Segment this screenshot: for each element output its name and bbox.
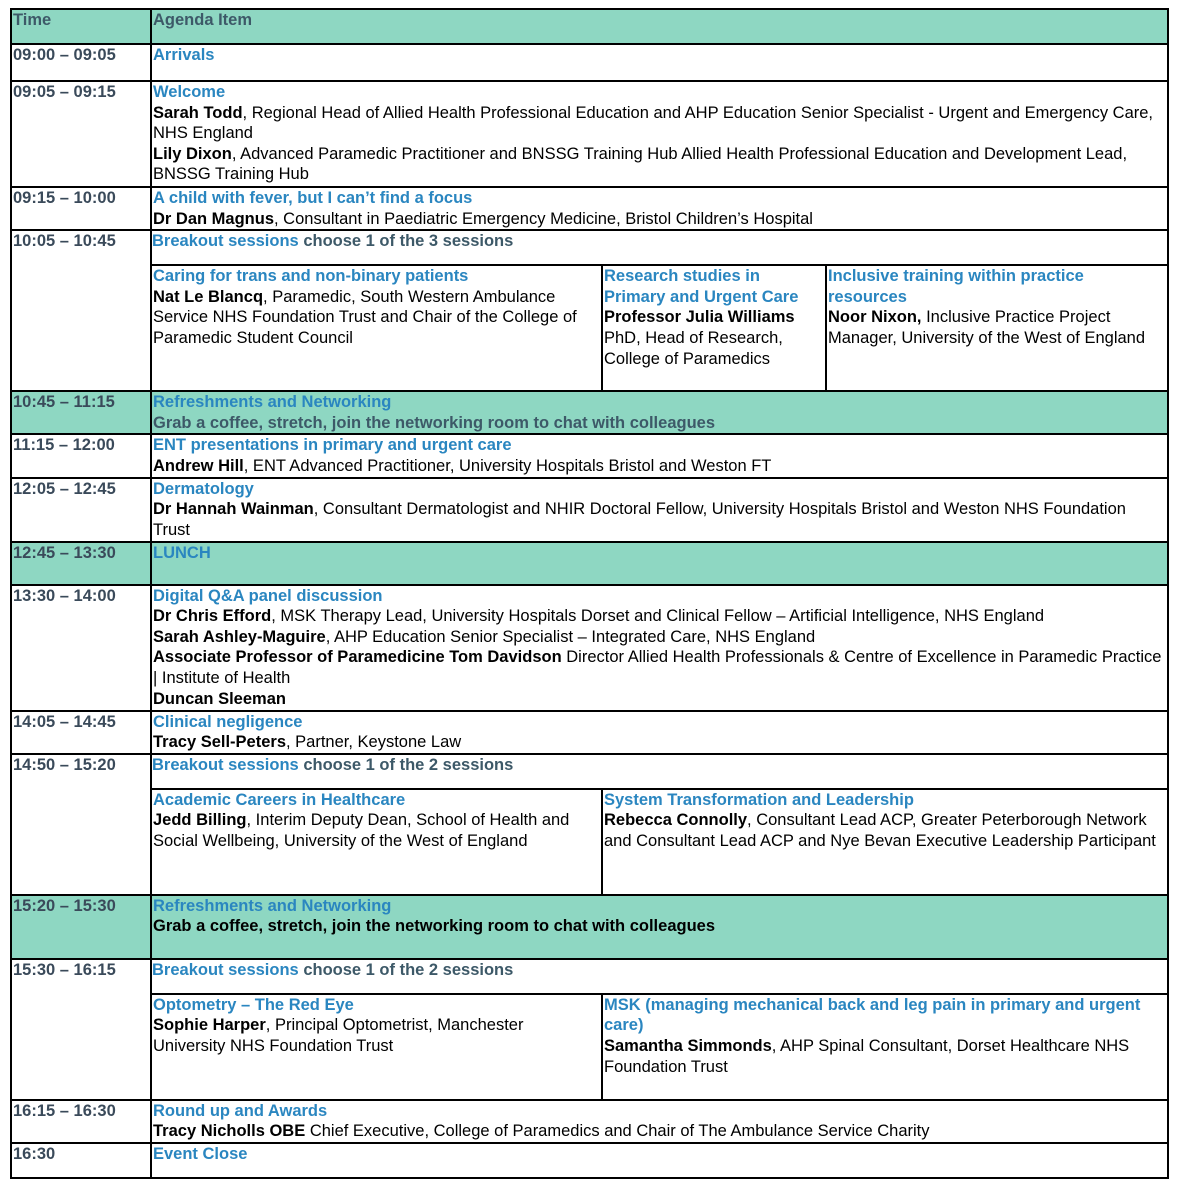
item-title: Refreshments and Networking bbox=[153, 896, 392, 915]
speaker bbox=[153, 732, 1166, 753]
speaker-role: Director Allied Health Professionals & Centre of Excellence in Paramedic Practice | Institute of Health bbox=[153, 648, 1162, 687]
speaker-name: Duncan Sleeman bbox=[153, 689, 286, 708]
speaker bbox=[153, 1015, 600, 1056]
breakout-sessions bbox=[152, 790, 1167, 894]
breakout-header bbox=[152, 755, 1167, 790]
item-cell bbox=[151, 434, 1168, 477]
speaker bbox=[153, 456, 1166, 477]
time-cell: 16:30 bbox=[11, 1143, 151, 1178]
time-column-header: Time bbox=[11, 9, 151, 44]
speaker-name: Tracy Nicholls OBE bbox=[153, 1122, 306, 1141]
time-cell: 10:05 – 10:45 bbox=[11, 230, 151, 391]
breakout-session bbox=[602, 995, 1167, 1099]
speaker-name: Noor Nixon, bbox=[828, 308, 922, 327]
speaker-name: Samantha Simmonds bbox=[604, 1036, 772, 1055]
agenda-row bbox=[11, 187, 1168, 230]
item-title: Round up and Awards bbox=[153, 1101, 328, 1120]
agenda-row bbox=[11, 754, 1168, 895]
breakout-session bbox=[602, 266, 826, 390]
item-cell bbox=[151, 478, 1168, 542]
speaker-name: Nat Le Blancq bbox=[153, 287, 264, 306]
speaker bbox=[153, 810, 600, 851]
time-cell: 13:30 – 14:00 bbox=[11, 585, 151, 711]
breakout-session bbox=[152, 995, 602, 1099]
speaker-role: Chief Executive, College of Paramedics and Chair of The Ambulance Service Charity bbox=[305, 1122, 930, 1141]
item-subtitle: Grab a coffee, stretch, join the networking room to chat with colleagues bbox=[153, 413, 716, 432]
speaker-role: , Consultant Dermatologist and NHIR Doctoral Fellow, University Hospitals Bristol and Weston NHS Foundation Trust bbox=[153, 500, 1126, 539]
speaker-name: Associate Professor of Paramedicine Tom Davidson bbox=[153, 648, 562, 667]
item-cell bbox=[151, 542, 1168, 585]
session-title: Optometry – The Red Eye bbox=[153, 995, 354, 1014]
speaker-name: Jedd Billing bbox=[153, 811, 247, 830]
speaker-name: Dr Hannah Wainman bbox=[153, 500, 314, 519]
item-title: Clinical negligence bbox=[153, 712, 303, 731]
speaker-name: Lily Dixon bbox=[153, 144, 232, 163]
agenda-row bbox=[11, 895, 1168, 959]
item-title: Arrivals bbox=[153, 46, 215, 64]
speaker-role: , Advanced Paramedic Practitioner and BNSSG Training Hub Allied Health Professional Education and Development Lead, BNSSG Training Hub bbox=[153, 144, 1128, 184]
speaker-role: , Partner, Keystone Law bbox=[286, 733, 462, 752]
speaker bbox=[153, 499, 1166, 540]
session-title: Inclusive training within practice resources bbox=[828, 267, 1084, 306]
breakout-instruction: choose 1 of the 3 sessions bbox=[298, 232, 514, 251]
item-title: Dermatology bbox=[153, 479, 254, 498]
breakout-cell bbox=[151, 230, 1168, 391]
agenda-row bbox=[11, 434, 1168, 477]
item-cell bbox=[151, 711, 1168, 754]
speaker bbox=[604, 1036, 1166, 1077]
speaker bbox=[153, 689, 1166, 710]
breakout-header bbox=[152, 960, 1167, 995]
item-cell bbox=[151, 585, 1168, 711]
speaker-role: , Regional Head of Allied Health Professional Education and AHP Education Senior Specialist - Urgent and Emergency Care, NHS England bbox=[153, 103, 1154, 143]
time-cell: 10:45 – 11:15 bbox=[11, 391, 151, 434]
speaker-role: , Consultant in Paediatric Emergency Medicine, Bristol Children’s Hospital bbox=[274, 209, 813, 228]
speaker bbox=[153, 627, 1166, 648]
agenda-row bbox=[11, 391, 1168, 434]
agenda-row bbox=[11, 711, 1168, 754]
speaker bbox=[153, 647, 1166, 688]
speaker bbox=[153, 1121, 1166, 1142]
item-cell bbox=[151, 895, 1168, 959]
item-cell bbox=[151, 391, 1168, 434]
speaker-role: , AHP Spinal Consultant, Dorset Healthcare NHS Foundation Trust bbox=[604, 1036, 1130, 1076]
speaker-name: Rebecca Connolly bbox=[604, 811, 748, 830]
speaker-role: , Principal Optometrist, Manchester University NHS Foundation Trust bbox=[153, 1016, 524, 1055]
breakout-instruction: choose 1 of the 2 sessions bbox=[298, 960, 514, 979]
item-cell bbox=[151, 44, 1168, 81]
speaker-role: , ENT Advanced Practitioner, University Hospitals Bristol and Weston FT bbox=[243, 456, 772, 475]
agenda-row bbox=[11, 81, 1168, 187]
breakout-header bbox=[152, 231, 1167, 266]
speaker-role: Inclusive Practice Project Manager, University of the West of England bbox=[828, 308, 1146, 347]
agenda-row bbox=[11, 44, 1168, 81]
item-cell bbox=[151, 81, 1168, 187]
agenda-item-column-header: Agenda Item bbox=[151, 9, 1168, 44]
speaker bbox=[153, 606, 1166, 627]
speaker-name: Dr Chris Efford bbox=[153, 607, 272, 626]
breakout-label: Breakout sessions bbox=[152, 960, 299, 979]
breakout-cell bbox=[151, 959, 1168, 1100]
breakout-session bbox=[602, 790, 1167, 894]
time-cell: 15:30 – 16:15 bbox=[11, 959, 151, 1100]
agenda-row bbox=[11, 1143, 1168, 1178]
time-cell: 12:45 – 13:30 bbox=[11, 542, 151, 585]
speaker-name: Professor Julia Williams bbox=[604, 308, 795, 327]
item-title: Digital Q&A panel discussion bbox=[153, 586, 383, 605]
time-cell: 11:15 – 12:00 bbox=[11, 434, 151, 477]
item-cell bbox=[151, 187, 1168, 230]
item-cell bbox=[151, 1100, 1168, 1143]
speaker-role: , Consultant Lead ACP, Greater Peterborough Network and Consultant Lead ACP and Nye Bevan Executive Leadership Participant bbox=[604, 811, 1156, 850]
speaker-role: , MSK Therapy Lead, University Hospitals Dorset and Clinical Fellow – Artificial Intelligence, NHS England bbox=[271, 607, 1045, 626]
time-cell: 09:00 – 09:05 bbox=[11, 44, 151, 81]
breakout-session bbox=[152, 266, 602, 390]
agenda-row bbox=[11, 478, 1168, 542]
agenda-row bbox=[11, 585, 1168, 711]
breakout-instruction: choose 1 of the 2 sessions bbox=[298, 755, 514, 774]
agenda-table bbox=[10, 8, 1169, 1179]
agenda-row bbox=[11, 230, 1168, 391]
time-cell: 14:50 – 15:20 bbox=[11, 754, 151, 895]
speaker bbox=[153, 287, 600, 349]
agenda-row bbox=[11, 542, 1168, 585]
speaker-name: Andrew Hill bbox=[153, 456, 244, 475]
session-title: Academic Careers in Healthcare bbox=[153, 790, 406, 809]
session-title: Research studies in Primary and Urgent Care bbox=[604, 267, 799, 306]
breakout-sessions bbox=[152, 266, 1167, 390]
speaker-role: , Paramedic, South Western Ambulance Service NHS Foundation Trust and Chair of the College of Paramedic Student Council bbox=[153, 287, 577, 347]
item-subtitle: Grab a coffee, stretch, join the networking room to chat with colleagues bbox=[153, 917, 716, 936]
time-cell: 14:05 – 14:45 bbox=[11, 711, 151, 754]
speaker bbox=[604, 810, 1166, 851]
speaker-role: PhD, Head of Research, College of Paramedics bbox=[604, 328, 783, 368]
speaker-role: , Interim Deputy Dean, School of Health and Social Wellbeing, University of the West of England bbox=[153, 811, 570, 850]
speaker bbox=[153, 103, 1166, 144]
session-title: MSK (managing mechanical back and leg pain in primary and urgent care) bbox=[604, 995, 1141, 1035]
session-title: Caring for trans and non-binary patients bbox=[153, 267, 469, 286]
breakout-session bbox=[152, 790, 602, 894]
agenda-row bbox=[11, 1100, 1168, 1143]
item-title: LUNCH bbox=[153, 543, 211, 562]
breakout-label: Breakout sessions bbox=[152, 755, 299, 774]
speaker-name: Sophie Harper bbox=[153, 1016, 266, 1035]
breakout-label: Breakout sessions bbox=[152, 232, 299, 251]
speaker-name: Tracy Sell-Peters bbox=[153, 733, 286, 752]
header-row bbox=[11, 9, 1168, 44]
breakout-session bbox=[826, 266, 1167, 390]
time-cell: 09:05 – 09:15 bbox=[11, 81, 151, 187]
item-title: Refreshments and Networking bbox=[153, 393, 392, 412]
speaker bbox=[153, 144, 1166, 185]
speaker-name: Sarah Todd bbox=[153, 103, 243, 122]
time-cell: 12:05 – 12:45 bbox=[11, 478, 151, 542]
time-cell: 15:20 – 15:30 bbox=[11, 895, 151, 959]
session-title: System Transformation and Leadership bbox=[604, 790, 914, 809]
speaker bbox=[153, 209, 1166, 230]
time-cell: 16:15 – 16:30 bbox=[11, 1100, 151, 1143]
breakout-sessions bbox=[152, 995, 1167, 1099]
item-title: A child with fever, but I can’t find a focus bbox=[153, 189, 473, 207]
item-title: Event Close bbox=[153, 1144, 248, 1163]
item-cell bbox=[151, 1143, 1168, 1178]
speaker-name: Sarah Ashley-Maguire bbox=[153, 627, 326, 646]
breakout-cell bbox=[151, 754, 1168, 895]
speaker-name: Dr Dan Magnus bbox=[153, 209, 275, 228]
speaker-role: , AHP Education Senior Specialist – Integrated Care, NHS England bbox=[325, 627, 816, 646]
agenda-row bbox=[11, 959, 1168, 1100]
time-cell: 09:15 – 10:00 bbox=[11, 187, 151, 230]
speaker bbox=[828, 307, 1166, 348]
item-title: ENT presentations in primary and urgent care bbox=[153, 436, 512, 455]
item-title: Welcome bbox=[153, 83, 226, 101]
